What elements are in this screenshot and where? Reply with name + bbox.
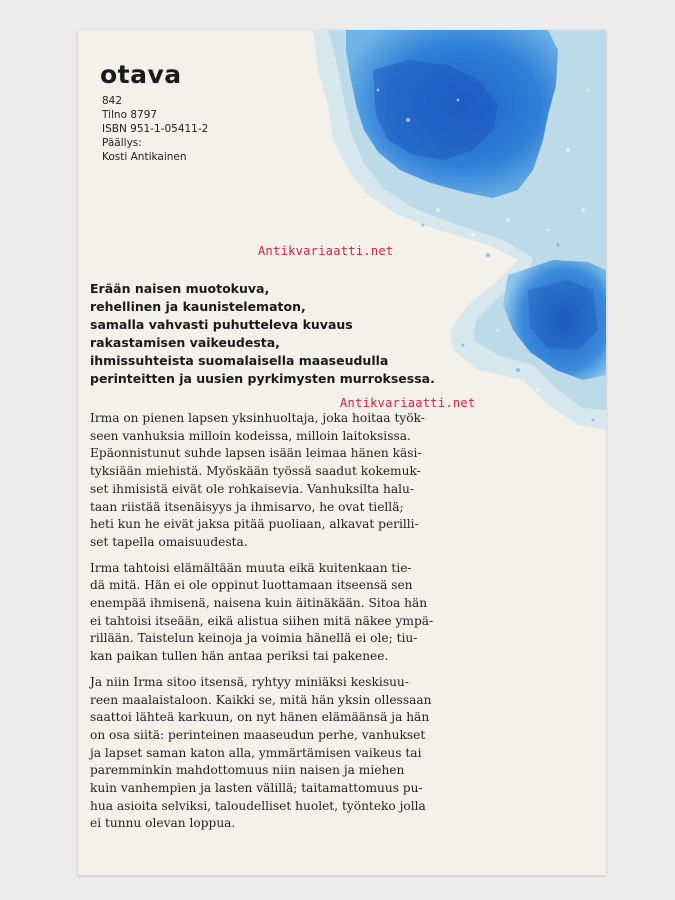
watermark-text: Antikvariaatti.net [340, 396, 476, 410]
paragraph [90, 560, 596, 666]
text-line: on osa siitä: perinteinen maaseudun perhe, vanhukset [90, 727, 426, 742]
text-line: reen maalaistaloon. Kaikki se, mitä hän yksin ollessaan [90, 692, 432, 707]
book-back-cover [78, 30, 606, 875]
book-meta [102, 94, 302, 164]
text-line: hua asioita selviksi, taloudelliset huolet, työnteko jolla [90, 798, 426, 813]
intro-line: perinteitten ja uusien pyrkimysten murroksessa. [90, 371, 435, 386]
paragraph [90, 410, 596, 552]
meta-line: Päällys: [102, 137, 142, 149]
paragraph [90, 674, 596, 833]
text-line: Irma tahtoisi elämältään muuta eikä kuitenkaan tie- [90, 560, 412, 575]
publisher-logo: otava [100, 60, 182, 89]
text-line: paremminkin mahdottomuus niin naisen ja miehen [90, 763, 405, 778]
intro-line: ihmissuhteista suomalaisella maaseudulla [90, 353, 389, 368]
meta-line: ISBN 951-1-05411-2 [102, 123, 209, 135]
text-line: Epäonnistunut suhde lapsen isään leimaa hänen käsi- [90, 446, 422, 461]
text-line: saattoi lähteä karkuun, on nyt hänen elämäänsä ja hän [90, 710, 430, 725]
text-line: enempää ihmisenä, naisena kuin äitinäkään. Sitoa hän [90, 596, 428, 611]
text-line: dä mitä. Hän ei ole oppinut luottamaan itseensä sen [90, 578, 413, 593]
text-line: set ihmisistä eivät ole rohkaisevia. Vanhuksilta halu- [90, 481, 415, 496]
text-line: taan riistää itsenäisyys ja ihmisarvo, he ovat tiellä; [90, 499, 404, 514]
intro-blurb [90, 280, 510, 388]
meta-line: Kosti Antikainen [102, 151, 187, 163]
text-line: Ja niin Irma sitoo itsensä, ryhtyy miniäksi keskisuu- [90, 674, 409, 689]
watermark-text: Antikvariaatti.net [258, 244, 394, 258]
intro-line: rehellinen ja kaunistelematon, [90, 299, 306, 314]
text-line: set tapella omaisuudesta. [90, 534, 248, 549]
intro-line: samalla vahvasti puhutteleva kuvaus [90, 317, 353, 332]
intro-line: Erään naisen muotokuva, [90, 281, 270, 296]
text-line: heti kun he eivät jaksa pitää puoliaan, alkavat perilli- [90, 517, 419, 532]
text-line: seen vanhuksia milloin kodeissa, milloin laitoksissa. [90, 428, 411, 443]
text-line: rillään. Taistelun keinoja ja voimia hänellä ei ole; tiu- [90, 631, 418, 646]
intro-line: rakastamisen vaikeudesta, [90, 335, 280, 350]
text-line: ei tahtoisi itseään, eikä alistua siihen mitä näkee ympä- [90, 613, 434, 628]
meta-line: Tilno 8797 [102, 109, 158, 121]
description-body [90, 410, 596, 841]
text-line: tyksiään miehistä. Myöskään työssä saadut kokemuk- [90, 464, 421, 479]
text-line: kan paikan tullen hän antaa periksi tai pakenee. [90, 649, 389, 664]
text-line: ei tunnu olevan loppua. [90, 816, 236, 831]
text-line: kuin vanhempien ja lasten välillä; taitamattomuus pu- [90, 781, 423, 796]
text-line: Irma on pienen lapsen yksinhuoltaja, joka hoitaa työk- [90, 411, 425, 425]
meta-line: 842 [102, 95, 123, 107]
text-line: ja lapset saman katon alla, ymmärtämisen vaikeus tai [90, 745, 422, 760]
